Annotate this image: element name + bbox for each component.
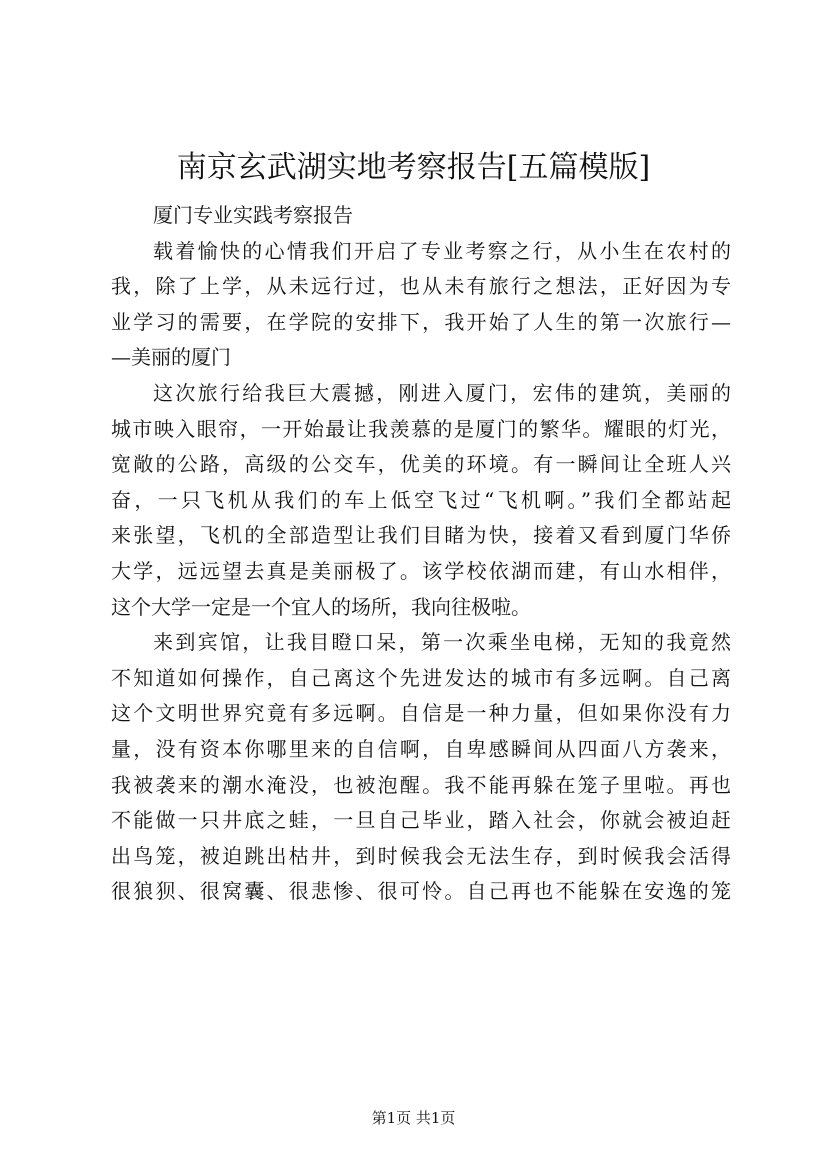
paragraph-2 <box>111 376 731 625</box>
paragraph-line: 来到宾馆，让我目瞪口呆，第一次乘坐电梯，无知的我竟然 <box>153 630 731 655</box>
paragraph-line: 来张望，飞机的全部造型让我们目睹为快，接着又看到厦门华侨 <box>111 523 731 548</box>
paragraph-3 <box>111 625 731 910</box>
paragraph-line: 不能做一只井底之蛙，一旦自己毕业，踏入社会，你就会被迫赶 <box>111 808 731 833</box>
paragraph-line: 城市映入眼帘，一开始最让我羡慕的是厦门的繁华。耀眼的灯光， <box>111 416 731 441</box>
document-title: 南京玄武湖实地考察报告[五篇模版] <box>176 150 651 185</box>
paragraph-line: —美丽的厦门 <box>111 345 231 370</box>
paragraph-line: 业学习的需要，在学院的安排下，我开始了人生的第一次旅行— <box>111 309 731 334</box>
paragraph-line: 宽敞的公路，高级的公交车，优美的环境。有一瞬间让全班人兴 <box>111 452 731 477</box>
paragraph-line: 这个大学一定是一个宜人的场所，我向往极啦。 <box>111 594 531 619</box>
paragraph-1 <box>111 234 731 376</box>
paragraph-line: 我，除了上学，从未远行过，也从未有旅行之想法，正好因为专 <box>111 274 731 299</box>
paragraph-line: 这次旅行给我巨大震撼，刚进入厦门，宏伟的建筑，美丽的 <box>153 380 731 405</box>
document-body <box>111 198 731 910</box>
paragraph-line: 量，没有资本你哪里来的自信啊，自卑感瞬间从四面八方袭来， <box>111 736 731 761</box>
paragraph-line: 大学，远远望去真是美丽极了。该学校依湖而建，有山水相伴， <box>111 558 731 583</box>
paragraph-line: 不知道如何操作，自己离这个先进发达的城市有多远啊。自己离 <box>111 665 731 690</box>
section-subtitle: 厦门专业实践考察报告 <box>153 203 353 227</box>
paragraph-line: 奋，一只飞机从我们的车上低空飞过“飞机啊。”我们全都站起 <box>111 487 731 512</box>
paragraph-line: 出鸟笼，被迫跳出枯井，到时候我会无法生存，到时候我会活得 <box>111 843 731 868</box>
paragraph-line: 载着愉快的心情我们开启了专业考察之行，从小生在农村的 <box>153 238 731 263</box>
paragraph-line: 这个文明世界究竟有多远啊。自信是一种力量，但如果你没有力 <box>111 701 731 726</box>
paragraph-line: 我被袭来的潮水淹没，也被泡醒。我不能再躲在笼子里啦。再也 <box>111 772 731 797</box>
paragraph-line: 很狼狈、很窝囊、很悲惨、很可怜。自己再也不能躲在安逸的笼 <box>111 879 731 904</box>
page-number-footer: 第1页 共1页 <box>371 1109 456 1127</box>
